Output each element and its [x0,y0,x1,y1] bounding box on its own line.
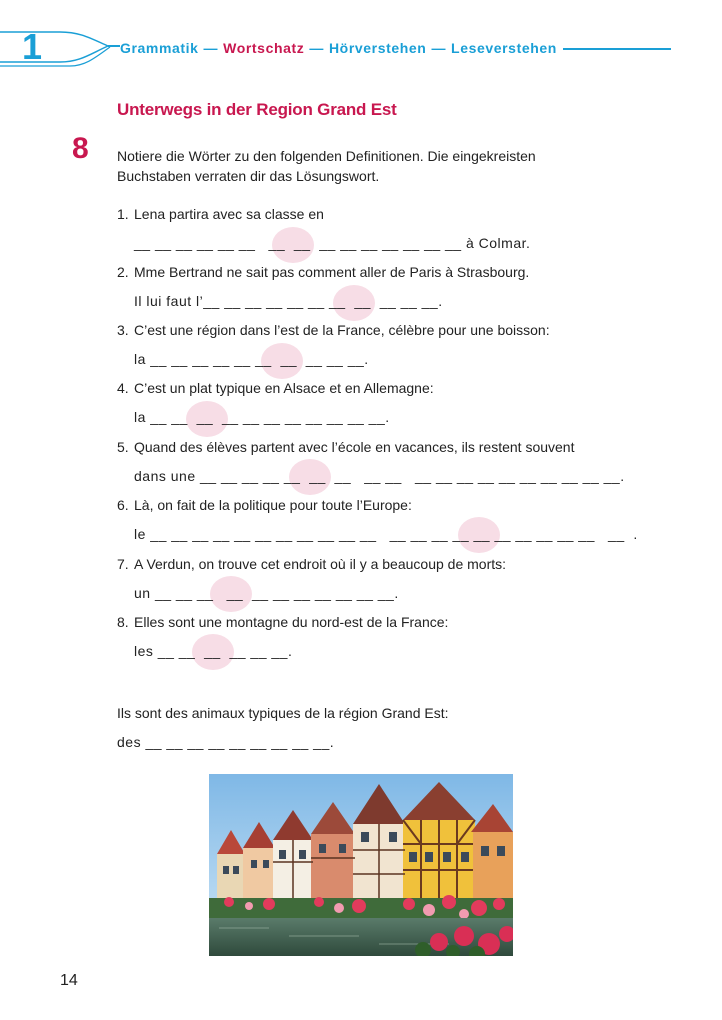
nav-separator: — [431,40,447,56]
item-question: Là, on fait de la politique pour toute l’Europe: [134,497,412,513]
solution-question: Ils sont des animaux typiques de la région Grand Est: [117,705,449,721]
list-item: 8. Elles sont une montagne du nord-est de la France: [117,614,449,630]
item-question: Lena partira avec sa classe en [134,206,324,222]
chapter-number: 1 [22,26,43,67]
solution-answer-blank[interactable]: des __ __ __ __ __ __ __ __ __. [117,734,335,750]
list-item: 2. Mme Bertrand ne sait pas comment aller de Paris à Strasbourg. [117,264,530,280]
item-answer-blank[interactable]: dans une __ __ __ __ __ __ __ __ __ __ __ __ __ __ __ __ __ __ __. [134,468,625,484]
item-answer-blank[interactable]: les __ __ __ __ __ __. [134,643,293,659]
item-question: A Verdun, on trouve cet endroit où il y a beaucoup de morts: [134,556,507,572]
nav-hoerverstehen[interactable]: Hörverstehen [328,40,427,56]
list-item: 7. A Verdun, on trouve cet endroit où il y a beaucoup de morts: [117,556,507,572]
item-answer-blank[interactable]: la __ __ __ __ __ __ __ __ __ __ __. [134,409,390,425]
item-answer-blank[interactable]: la __ __ __ __ __ __ __ __ __ __. [134,351,369,367]
nav-separator: — [309,40,324,56]
item-question: Elles sont une montagne du nord-est de la France: [134,614,449,630]
item-answer-blank[interactable]: le __ __ __ __ __ __ __ __ __ __ __ __ __ __ __ __ __ __ __ __ __ __ . [134,526,638,542]
nav-separator: — [203,40,219,56]
list-item: 3. C’est une région dans l’est de la France, célèbre pour une boisson: [117,322,550,338]
nav-grammatik[interactable]: Grammatik [120,40,199,56]
section-nav [120,40,671,56]
list-item: 5. Quand des élèves partent avec l’école en vacances, ils restent souvent [117,439,575,455]
colmar-illustration [209,774,513,956]
list-item: 1. Lena partira avec sa classe en [117,206,324,222]
page-number: 14 [60,972,78,989]
item-question: C’est un plat typique en Alsace et en Allemagne: [134,380,434,396]
exercise-instruction: Notiere die Wörter zu den folgenden Definitionen. Die eingekreisten Buchstaben verraten dir das Lösungswort. [117,148,536,184]
item-answer-blank[interactable]: un __ __ __ __ __ __ __ __ __ __ __. [134,585,399,601]
item-question: Mme Bertrand ne sait pas comment aller de Paris à Strasbourg. [134,264,530,280]
nav-trail-line [563,48,671,50]
list-item: 6. Là, on fait de la politique pour toute l’Europe: [117,497,412,513]
exercise-number: 8 [72,132,89,165]
nav-wortschatz[interactable]: Wortschatz [223,40,305,56]
nav-leseverstehen[interactable]: Leseverstehen [451,40,557,56]
item-answer-blank[interactable]: __ __ __ __ __ __ __ __ __ __ __ __ __ __ __ à Colmar. [134,235,531,251]
item-question: Quand des élèves partent avec l’école en vacances, ils restent souvent [134,439,575,455]
item-answer-blank[interactable]: Il lui faut l’__ __ __ __ __ __ __ __ __ __ __. [134,293,443,309]
section-title: Unterwegs in der Region Grand Est [117,100,397,119]
colmar-photo [209,774,513,956]
list-item: 4. C’est un plat typique en Alsace et en Allemagne: [117,380,434,396]
item-question: C’est une région dans l’est de la France, célèbre pour une boisson: [134,322,550,338]
